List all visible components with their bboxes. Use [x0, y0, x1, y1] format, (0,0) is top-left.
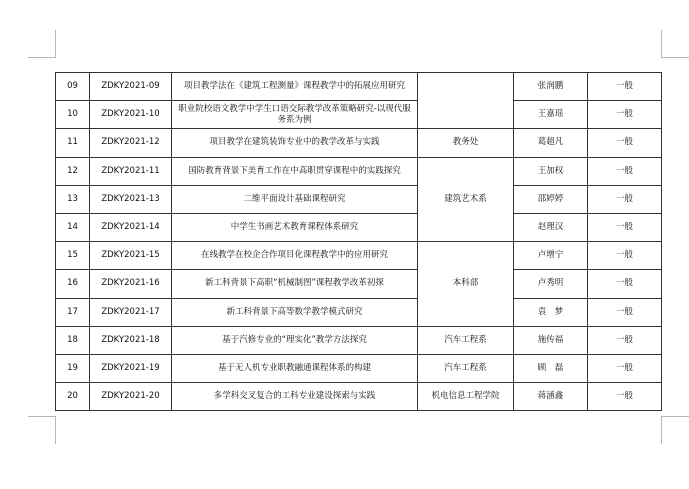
department: 汽车工程系	[418, 326, 514, 354]
department: 建筑艺术系	[418, 157, 514, 242]
project-code: ZDKY2021-12	[90, 129, 172, 157]
row-number: 09	[56, 73, 90, 101]
crop-mark-top-right-v	[661, 30, 662, 58]
table-row	[56, 213, 662, 241]
row-number: 10	[56, 101, 90, 129]
project-code: ZDKY2021-09	[90, 73, 172, 101]
project-title: 职业院校语文教学中学生口语交际教学改革策略研究-以现代服务系为例	[172, 101, 418, 129]
table-row	[56, 354, 662, 382]
project-code: ZDKY2021-18	[90, 326, 172, 354]
project-title: 多学科交叉复合的工科专业建设探索与实践	[172, 383, 418, 411]
project-leader: 卢增宁	[514, 242, 588, 270]
project-code: ZDKY2021-10	[90, 101, 172, 129]
crop-mark-bottom-left-v	[55, 416, 56, 444]
project-title: 新工科背景下高等数学教学模式研究	[172, 298, 418, 326]
row-number: 17	[56, 298, 90, 326]
table-row	[56, 242, 662, 270]
department: 机电信息工程学院	[418, 383, 514, 411]
project-leader: 邵婷婷	[514, 185, 588, 213]
project-leader: 施传福	[514, 326, 588, 354]
project-title: 基于汽修专业的“理实化”教学方法探究	[172, 326, 418, 354]
project-code: ZDKY2021-16	[90, 270, 172, 298]
project-code: ZDKY2021-17	[90, 298, 172, 326]
project-level: 一般	[588, 298, 662, 326]
project-level: 一般	[588, 326, 662, 354]
project-title: 项目教学法在《建筑工程测量》课程教学中的拓展应用研究	[172, 73, 418, 101]
project-leader: 袁 梦	[514, 298, 588, 326]
row-number: 20	[56, 383, 90, 411]
project-title: 中学生书画艺术教育课程体系研究	[172, 213, 418, 241]
project-level: 一般	[588, 129, 662, 157]
project-level: 一般	[588, 383, 662, 411]
project-level: 一般	[588, 242, 662, 270]
project-leader: 张润鹏	[514, 73, 588, 101]
crop-mark-bottom-right-h	[661, 416, 689, 417]
table-row	[56, 270, 662, 298]
crop-mark-bottom-left-h	[28, 416, 56, 417]
table-row	[56, 185, 662, 213]
project-level: 一般	[588, 270, 662, 298]
project-leader: 顾 磊	[514, 354, 588, 382]
project-level: 一般	[588, 101, 662, 129]
project-title: 二维平面设计基础课程研究	[172, 185, 418, 213]
project-leader: 蒋涵鑫	[514, 383, 588, 411]
department-cell-empty	[418, 73, 514, 129]
row-number: 13	[56, 185, 90, 213]
department: 本科部	[418, 242, 514, 327]
table-row	[56, 383, 662, 411]
table-row	[56, 129, 662, 157]
project-level: 一般	[588, 354, 662, 382]
crop-mark-bottom-right-v	[661, 416, 662, 444]
project-title: 在线教学在校企合作项目化课程教学中的应用研究	[172, 242, 418, 270]
project-leader: 王嘉瑶	[514, 101, 588, 129]
project-title: 国防教育背景下美育工作在中高职贯穿课程中的实践探究	[172, 157, 418, 185]
project-level: 一般	[588, 213, 662, 241]
crop-mark-top-right-h	[661, 57, 689, 58]
project-code: ZDKY2021-15	[90, 242, 172, 270]
project-code: ZDKY2021-11	[90, 157, 172, 185]
crop-mark-top-left-v	[55, 30, 56, 58]
project-code: ZDKY2021-19	[90, 354, 172, 382]
row-number: 15	[56, 242, 90, 270]
table-row	[56, 157, 662, 185]
project-leader: 赵理汉	[514, 213, 588, 241]
project-table	[55, 72, 662, 411]
project-title: 基于无人机专业职教融通课程体系的构建	[172, 354, 418, 382]
department: 教务处	[418, 129, 514, 157]
row-number: 19	[56, 354, 90, 382]
table-row	[56, 101, 662, 129]
table-row	[56, 298, 662, 326]
table-row	[56, 73, 662, 101]
project-code: ZDKY2021-13	[90, 185, 172, 213]
project-title: 项目教学在建筑装饰专业中的教学改革与实践	[172, 129, 418, 157]
project-title: 新工科背景下高职“机械制图”课程教学改革初探	[172, 270, 418, 298]
project-code: ZDKY2021-14	[90, 213, 172, 241]
crop-mark-top-left-h	[28, 57, 56, 58]
row-number: 14	[56, 213, 90, 241]
row-number: 11	[56, 129, 90, 157]
row-number: 18	[56, 326, 90, 354]
project-code: ZDKY2021-20	[90, 383, 172, 411]
project-leader: 卢秀明	[514, 270, 588, 298]
row-number: 16	[56, 270, 90, 298]
project-level: 一般	[588, 185, 662, 213]
project-level: 一般	[588, 73, 662, 101]
project-leader: 葛超凡	[514, 129, 588, 157]
table-row	[56, 326, 662, 354]
department: 汽车工程系	[418, 354, 514, 382]
project-level: 一般	[588, 157, 662, 185]
row-number: 12	[56, 157, 90, 185]
project-leader: 王加权	[514, 157, 588, 185]
